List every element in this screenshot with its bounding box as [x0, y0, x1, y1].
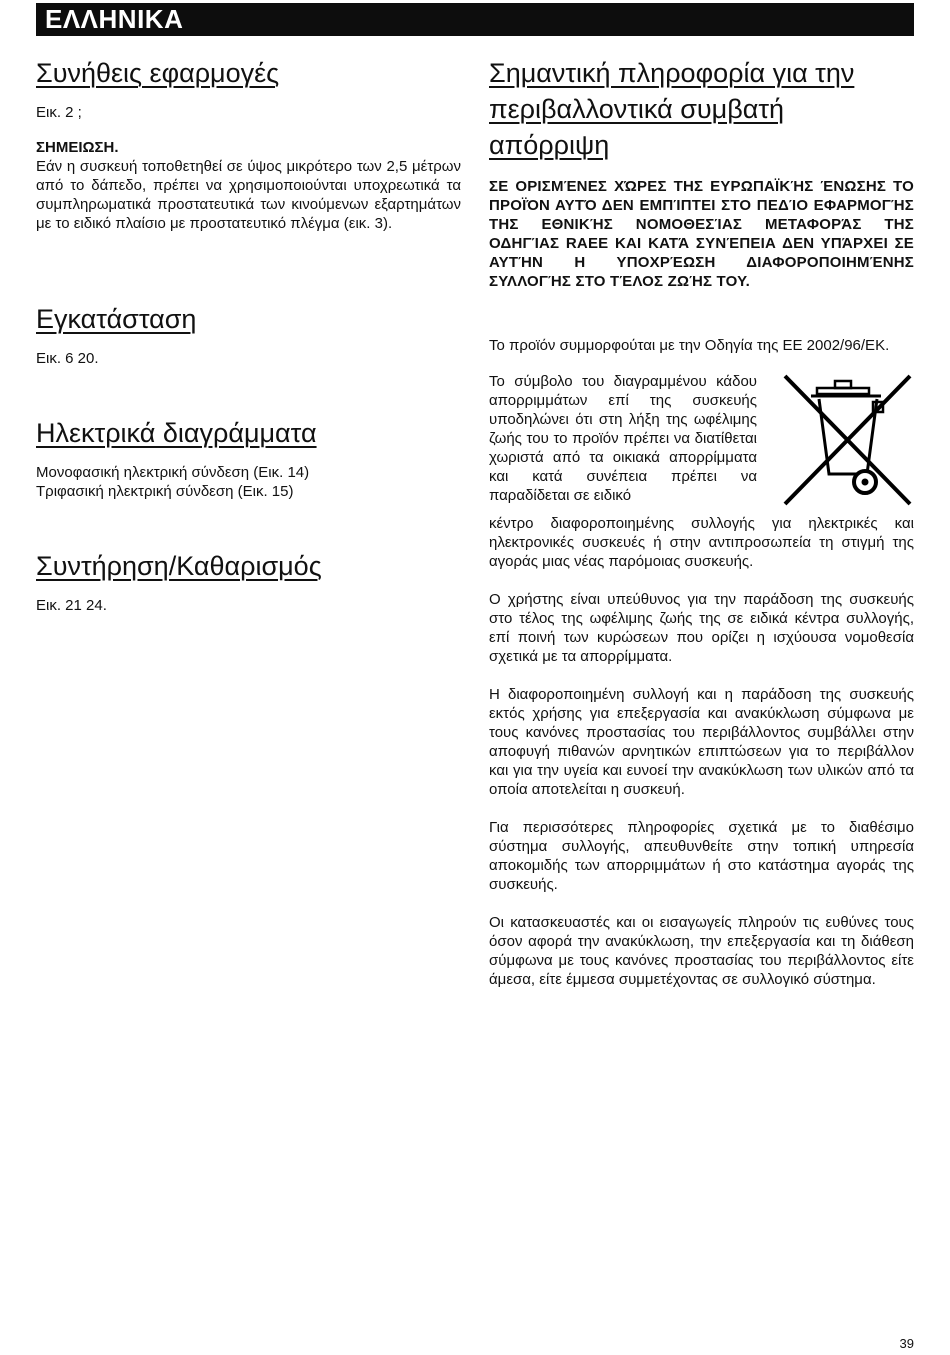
section-usual-applications [36, 55, 461, 233]
disposal-title-line-1: Σημαντική πληροφορία για την [489, 58, 855, 88]
section-title: Εγκατάσταση [36, 304, 197, 334]
disposal-title-line-3: απόρριψη [489, 130, 610, 160]
figure-ref: Εικ. 6 20. [36, 350, 99, 367]
note-label: ΣΗΜΕΙΩΣΗ. [36, 139, 119, 156]
language-title: ΕΛΛΗΝΙΚΑ [45, 4, 184, 34]
disposal-title-line-2: περιβαλλοντικά συμβατή [489, 94, 785, 124]
eu-notice-caps: ΣΕ ΟΡΙΣΜΈΝΕΣ ΧΏΡΕΣ ΤΗΣ ΕΥΡΩΠΑΪΚΉΣ ΈΝΩΣΗΣ ΤΟ ΠΡΟΪΌΝ ΑΥΤΌ ΔΕΝ ΕΜΠΊΠΤΕΙ ΣΤΟ ΠΕΔΊΟ ΕΦΑΡΜΟΓΉΣ ΤΗΣ ΕΘΝΙΚΉΣ ΝΟΜΟΘΕΣΊΑΣ ΜΕΤΑΦΟΡΆΣ ΤΗΣ ΟΔΗΓΊΑΣ RAEE ΚΑΙ ΚΑΤΆ ΣΥΝΈΠΕΙΑ ΔΕΝ ΥΠΆΡΧΕΙ ΣΕ ΑΥΤΉΝ Η ΥΠΟΧΡΈΩΣΗ ΔΙΑΦΟΡΟΠΟΙΗΜΈΝΗΣ ΣΥΛΛΟΓΉΣ ΣΤΟ ΤΈΛΟΣ ΖΩΉΣ ΤΟΥ. [489, 178, 914, 290]
section-title: Συνήθεις εφαρμογές [36, 58, 280, 88]
three-phase-line: Τριφασική ηλεκτρική σύνδεση (Εικ. 15) [36, 483, 294, 500]
directive-compliance: Το προϊόν συμμορφούται με την Οδηγία της ΕΕ 2002/96/ΕΚ. [489, 337, 890, 354]
figure-ref: Εικ. 2 ; [36, 104, 82, 121]
more-information: Για περισσότερες πληροφορίες σχετικά με το διαθέσιμο σύστημα συλλογής, απευθυνθείτε στην τοπική υπηρεσία αποκομιδής των απορριμμάτων ή στο κατάστημα αγοράς της συσκευής. [489, 819, 914, 893]
right-column [489, 55, 914, 989]
figure-ref: Εικ. 21 24. [36, 597, 107, 614]
section-wiring-diagrams [36, 415, 461, 501]
separate-collection: Η διαφοροποιημένη συλλογή και η παράδοση της συσκευής εκτός χρήσης για επεξεργασία και ανακύκλωση σύμφωνα με τους κανόνες προστασίας του περιβάλλοντος συμβάλλει στην αποφυγή πιθανών αρνητικών επιπτώσεων για το περιβάλλον και για την υγεία και ευνοεί την ανακύκλωση των υλικών από τα οποία αποτελείται η συσκευή. [489, 686, 914, 798]
section-title: Συντήρηση/Καθαρισμός [36, 551, 322, 581]
disposal-title [489, 55, 914, 163]
weee-symbol-block [489, 372, 914, 519]
section-title: Ηλεκτρικά διαγράμματα [36, 418, 317, 448]
manufacturers-responsibility: Οι κατασκευαστές και οι εισαγωγείς πληρούν τις ευθύνες τους όσον αφορά την ανακύκλωση, την επεξεργασία και τη διάθεση σύμφωνα με τους κανόνες προστασίας του περιβάλλοντος είτε άμεσα, είτε έμμεσα συμμετέχοντας σε συλλογικό σύστημα. [489, 914, 914, 988]
user-responsibility: Ο χρήστης είναι υπεύθυνος για την παράδοση της συσκευής στο τέλος της ωφέλιμης ζωής της σε ειδικά κέντρα συλλογής, επί ποινή των κυρώσεων που ορίζει η ισχύουσα νομοθεσία σχετικά με τα απορρίμματα. [489, 591, 914, 665]
weee-symbol-text-continued: κέντρο διαφοροποιημένης συλλογής για ηλεκτρικές και ηλεκτρονικές συσκευές ή στην αντιπροσωπεία τη στιγμή της αγοράς μιας νέας παρόμοιας συσκευής. [489, 515, 914, 570]
weee-symbol-text: Το σύμβολο του διαγραμμένου κάδου απορριμμάτων επί της συσκευής υποδηλώνει ότι στη λήξη της ωφέλιμης ζωής του το προϊόν πρέπει να διατίθεται χωριστά από τα οικιακά απορρίμματα και κατά συνέπεια πρέπει να παραδίδεται σε ειδικό [489, 373, 757, 504]
single-phase-line: Μονοφασική ηλεκτρική σύνδεση (Εικ. 14) [36, 464, 310, 481]
note-text: Εάν η συσκευή τοποθετηθεί σε ύψος μικρότερο των 2,5 μέτρων από το δάπεδο, πρέπει να χρησιμοποιούνται υποχρεωτικά τα συμπληρωματικά προστατευτικά των κινούμενων εξαρτημάτων με το ειδικό πλαίσιο με προστατευτικό πλέγμα (εικ. 3). [36, 158, 461, 232]
section-installation [36, 301, 461, 368]
section-maintenance [36, 548, 461, 615]
language-header-bar [36, 3, 914, 36]
page-number: 39 [899, 1336, 914, 1351]
crossed-out-wheelie-bin-icon [781, 372, 914, 510]
